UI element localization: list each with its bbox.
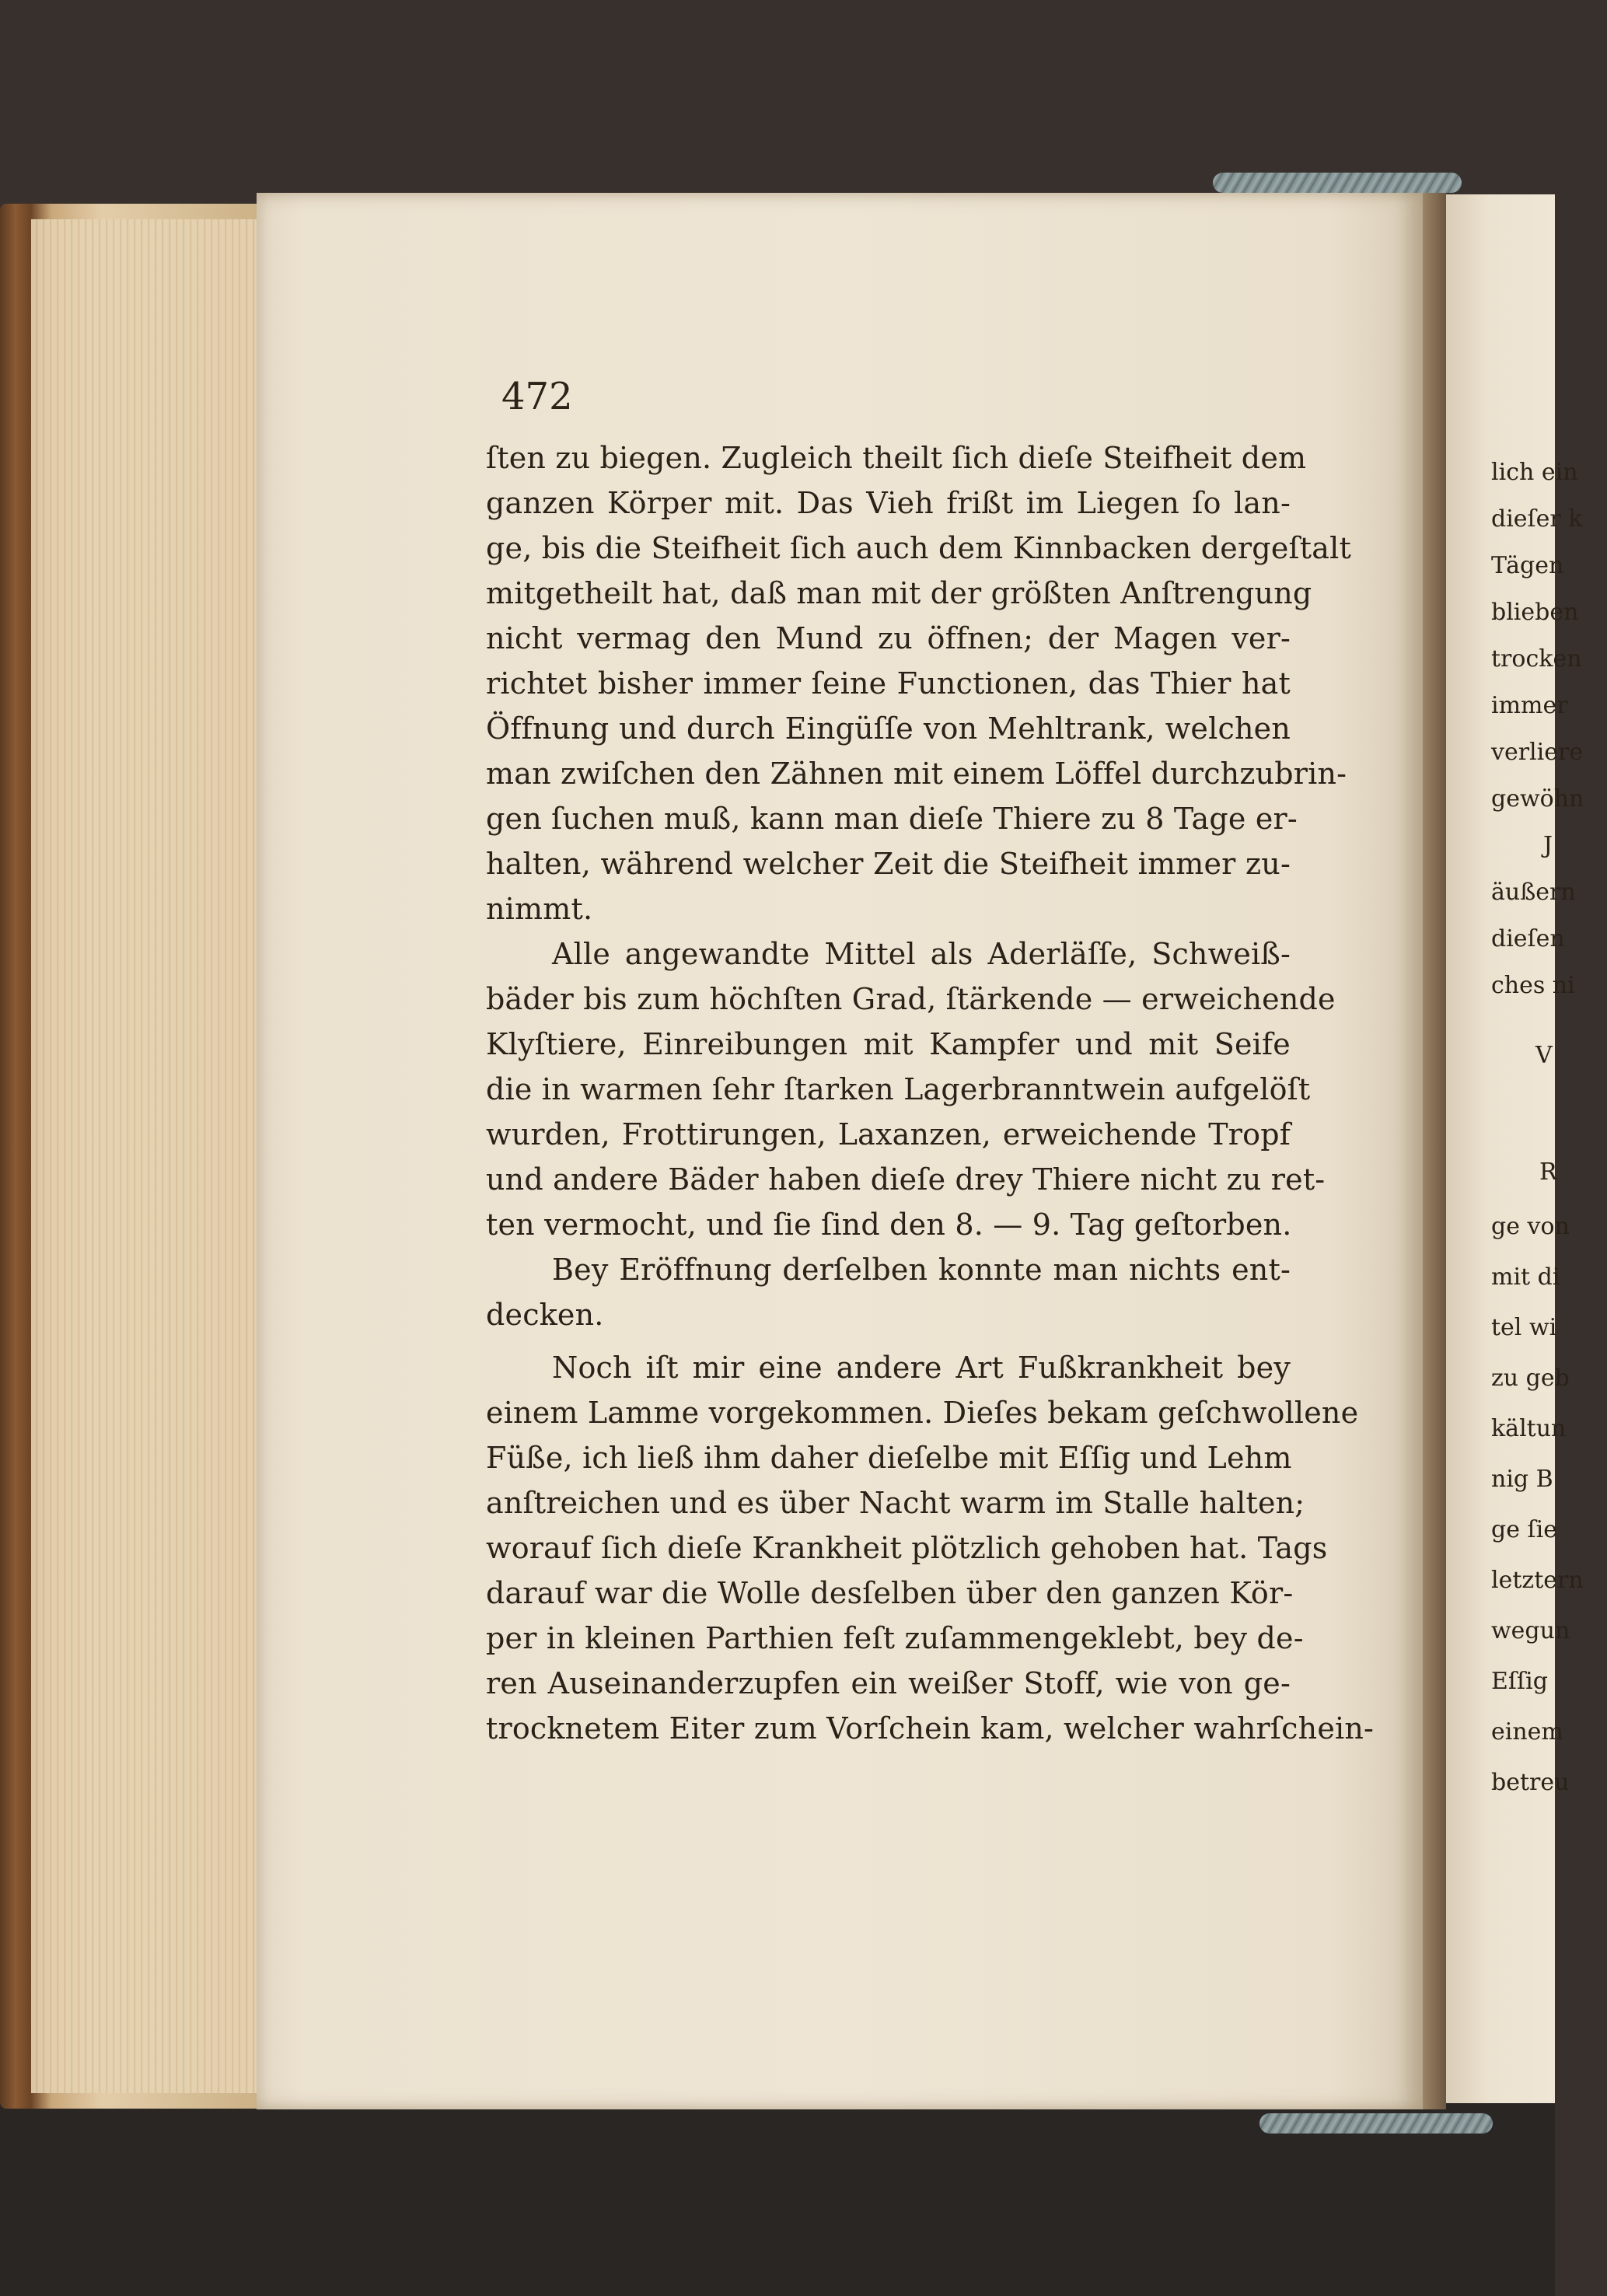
right-page-fragment: dieſen (1491, 925, 1565, 952)
right-page-fragment: ches ni (1491, 972, 1575, 999)
text-line: Bey Eröffnung derſelben konnte man nichts ent- (552, 1253, 1291, 1287)
right-page-fragment: letztern (1491, 1567, 1584, 1594)
text-line: ge, bis die Steifheit ſich auch dem Kinnbacken dergeſtalt (486, 531, 1351, 565)
right-page-fragment: ge von (1491, 1213, 1570, 1240)
text-line: wurden, Frottirungen, Laxanzen, erweichende Tropf (486, 1117, 1291, 1151)
text-line: Klyſtiere, Einreibungen mit Kampfer und mit Seife (486, 1027, 1291, 1061)
right-page-fragment: wegun (1491, 1617, 1570, 1644)
text-line: man zwiſchen den Zähnen mit einem Löffel durchzubrin- (486, 757, 1347, 791)
right-page-fragment: einem (1491, 1718, 1563, 1746)
right-page-fragment: Tägen (1491, 552, 1564, 579)
headband-cord-top (1213, 173, 1462, 193)
text-line: gen ſuchen muß, kann man dieſe Thiere zu 8 Tage er- (486, 802, 1298, 836)
right-page-fragment: J (1543, 832, 1553, 859)
text-line: anſtreichen und es über Nacht warm im Stalle halten; (486, 1486, 1305, 1520)
text-line: ſten zu biegen. Zugleich theilt ſich dieſe Steifheit dem (486, 441, 1307, 475)
right-page-fragment: trocken (1491, 645, 1582, 673)
text-line: halten, während welcher Zeit die Steifheit immer zu- (486, 847, 1291, 881)
page-edges (31, 219, 257, 2093)
right-page-fragment: ge ſie (1491, 1516, 1557, 1543)
right-page-fragment: betreu (1491, 1769, 1570, 1796)
text-line: ganzen Körper mit. Das Vieh frißt im Liegen ſo lan- (486, 486, 1291, 520)
text-line: worauf ſich dieſe Krankheit plötzlich gehoben hat. Tags (486, 1531, 1328, 1565)
text-line: bäder bis zum höchſten Grad, ſtärkende — erweichende (486, 982, 1336, 1016)
right-page-fragment: äußern (1491, 879, 1576, 906)
right-page-fragment: zu geb (1491, 1365, 1570, 1392)
text-line: nicht vermag den Mund zu öffnen; der Magen ver- (486, 621, 1291, 655)
right-page-fragment: tel wi (1491, 1314, 1557, 1341)
right-page-fragment: blieben (1491, 599, 1579, 626)
text-line: Alle angewandte Mittel als Aderläſſe, Schweiß- (552, 937, 1291, 971)
book-gutter (1423, 193, 1446, 2109)
text-line: per in kleinen Parthien feſt zuſammengeklebt, bey de- (486, 1621, 1304, 1655)
text-line: ren Auseinanderzupfen ein weißer Stoff, wie von ge- (486, 1666, 1291, 1700)
text-line: Füße, ich ließ ihm daher dieſelbe mit Eſſig und Lehm (486, 1441, 1292, 1475)
right-page-fragment: V (1535, 1042, 1553, 1069)
page-number: 472 (501, 375, 573, 418)
right-page-fragment: lich ein (1491, 459, 1578, 486)
right-page-fragment: nig B (1491, 1466, 1553, 1493)
text-line: einem Lamme vorgekommen. Dieſes bekam geſchwollene (486, 1396, 1359, 1430)
text-line: richtet bisher immer ſeine Functionen, das Thier hat (486, 666, 1291, 701)
text-line: decken. (486, 1298, 604, 1332)
right-page-fragment: dieſer k (1491, 505, 1583, 533)
right-page-fragment: verliere (1491, 739, 1584, 766)
right-page-fragment: kältun (1491, 1415, 1567, 1442)
text-line: Öffnung und durch Eingüſſe von Mehltrank, welchen (486, 711, 1291, 746)
right-page-fragment: mit di (1491, 1263, 1560, 1291)
right-page-fragment: gewöhn (1491, 785, 1584, 813)
text-line: darauf war die Wolle desſelben über den ganzen Kör- (486, 1576, 1294, 1610)
text-line: ten vermocht, und ſie ſind den 8. — 9. Tag geſtorben. (486, 1207, 1292, 1242)
right-page-fragment: R (1539, 1158, 1557, 1186)
headband-cord-bottom (1259, 2113, 1493, 2133)
text-line: und andere Bäder haben dieſe drey Thiere nicht zu ret- (486, 1162, 1326, 1197)
right-page-fragment: immer (1491, 692, 1568, 719)
text-line: nimmt. (486, 892, 593, 926)
text-line: trocknetem Eiter zum Vorſchein kam, welcher wahrſchein- (486, 1711, 1375, 1746)
text-line: Noch iſt mir eine andere Art Fußkrankheit bey (552, 1351, 1291, 1385)
text-line: die in warmen ſehr ſtarken Lagerbranntwein aufgelöſt (486, 1072, 1311, 1106)
text-line: mitgetheilt hat, daß man mit der größten Anſtrengung (486, 576, 1312, 610)
right-page-fragment: Eſſig (1491, 1668, 1548, 1695)
